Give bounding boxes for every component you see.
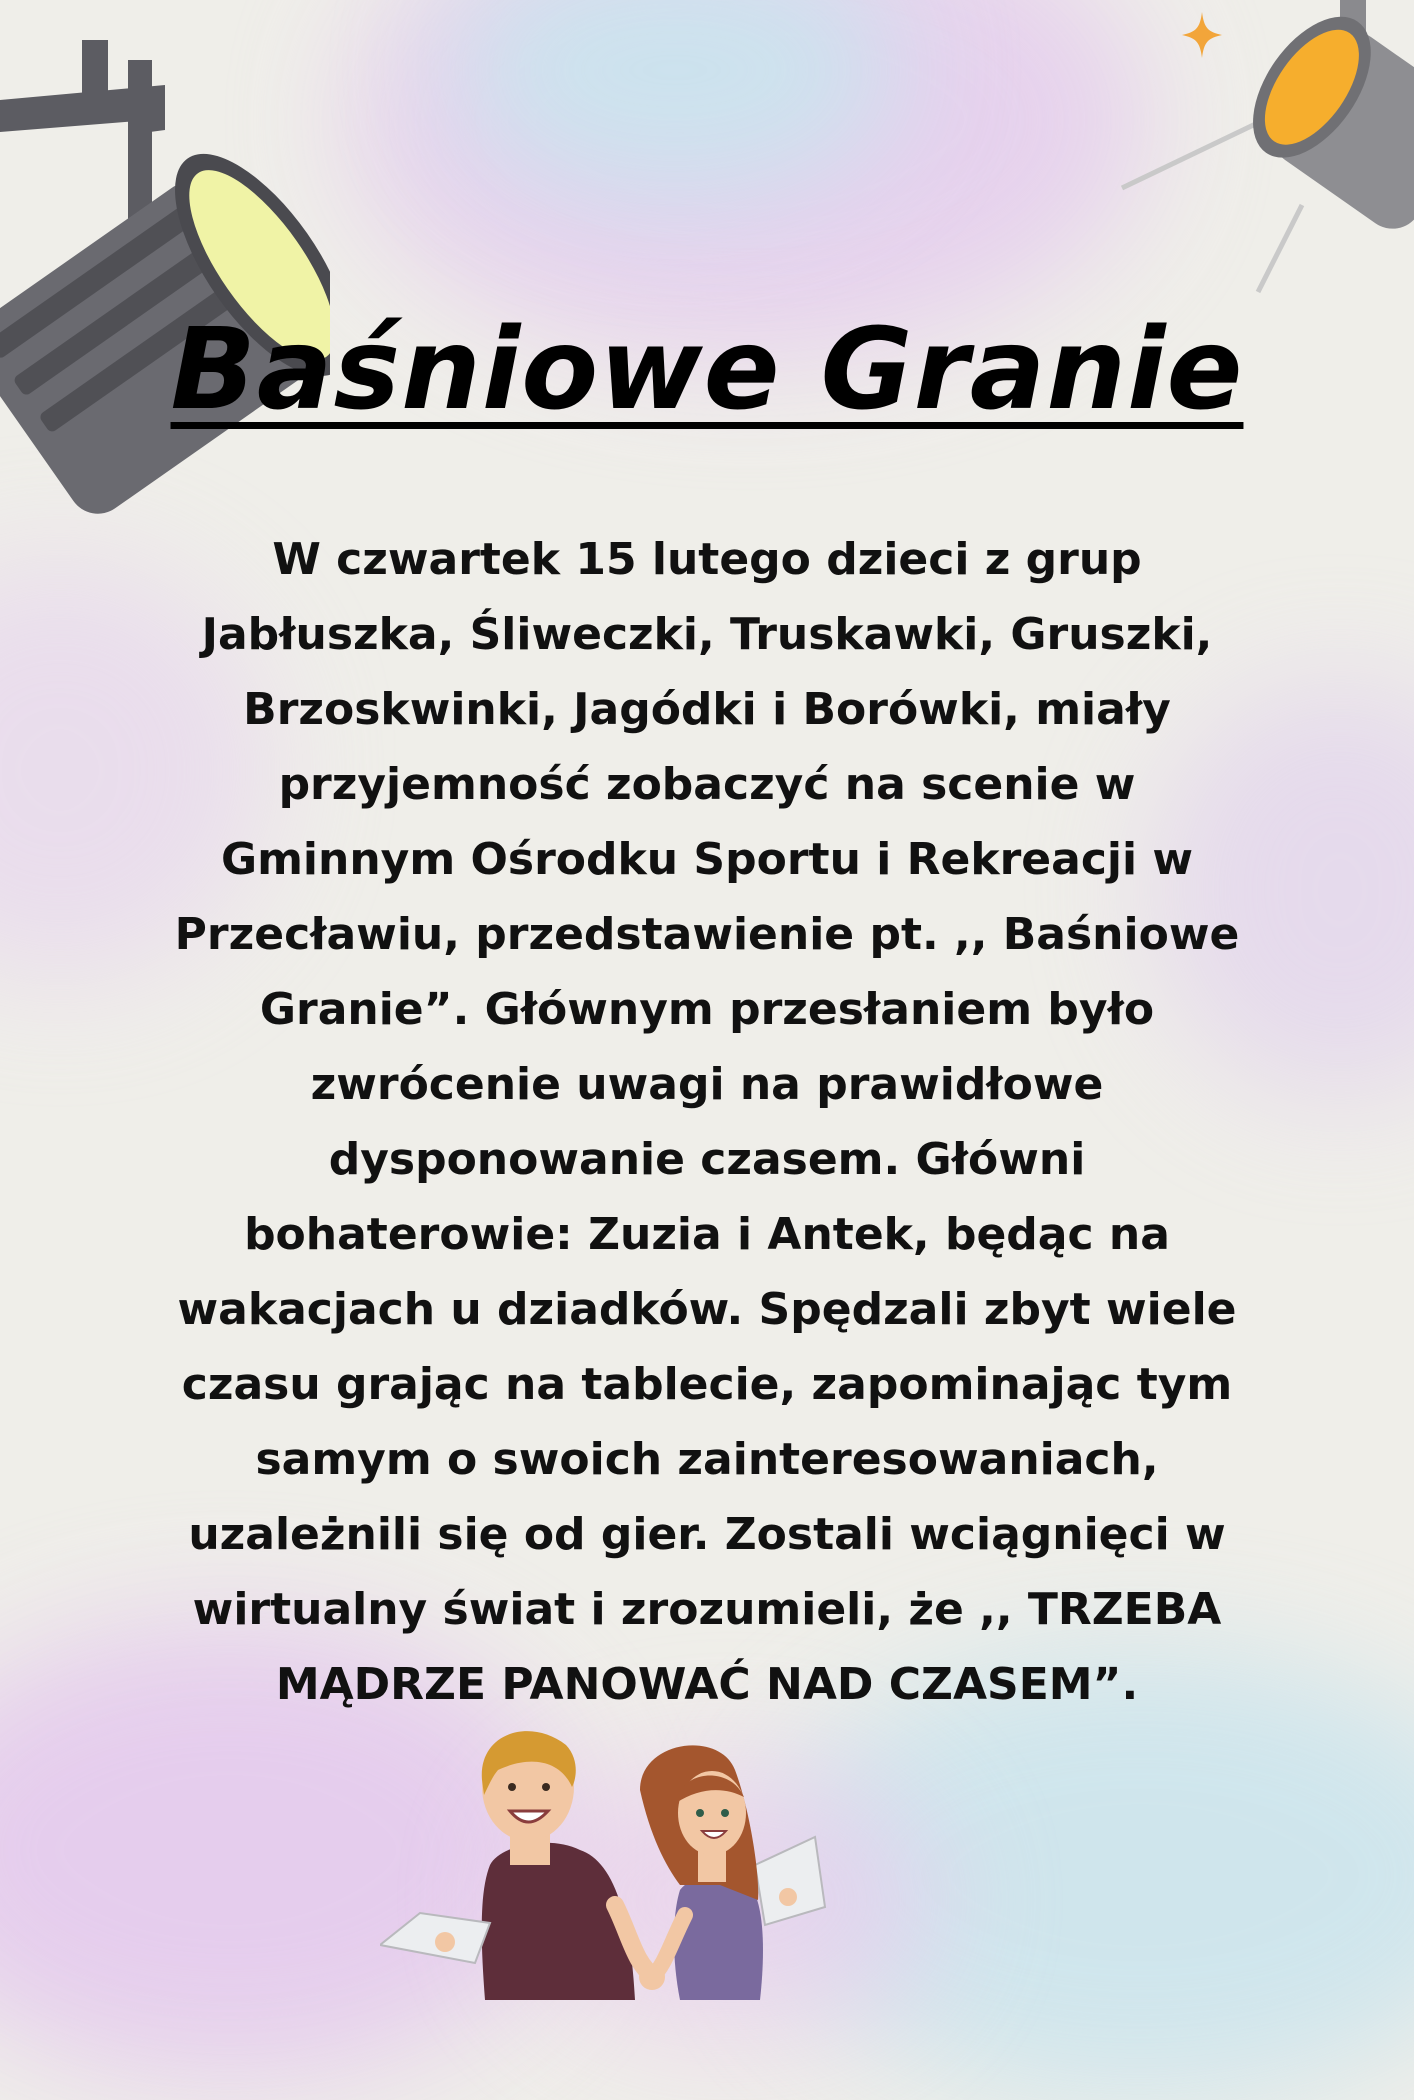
body-line: wakacjach u dziadków. Spędzali zbyt wiele — [177, 1284, 1237, 1335]
boy-and-girl-illustration — [380, 1725, 900, 2000]
sparkle-icon — [1180, 10, 1224, 60]
body-line: MĄDRZE PANOWAĆ NAD CZASEM”. — [275, 1659, 1139, 1710]
body-line: dysponowanie czasem. Główni — [328, 1134, 1086, 1185]
right-spotlight-icon — [1110, 0, 1414, 310]
body-line: uzależnili się od gier. Zostali wciągnięci w — [188, 1509, 1226, 1560]
left-spotlight-icon — [0, 0, 330, 520]
body-line: Brzoskwinki, Jagódki i Borówki, miały — [243, 684, 1171, 735]
body-line: Jabłuszka, Śliweczki, Truskawki, Gruszki, — [201, 609, 1213, 660]
body-line: czasu grając na tablecie, zapominając tym — [181, 1359, 1233, 1410]
body-line: bohaterowie: Zuzia i Antek, będąc na — [244, 1209, 1170, 1260]
body-line: przyjemność zobaczyć na scenie w — [278, 759, 1136, 810]
page-title: Baśniowe Granie — [170, 305, 1244, 435]
body-line: W czwartek 15 lutego dzieci z grup — [272, 534, 1142, 585]
body-line: wirtualny świat i zrozumieli, że ,, TRZEBA — [192, 1584, 1222, 1635]
body-line: Gminnym Ośrodku Sportu i Rekreacji w — [220, 834, 1194, 885]
body-line: Przecławiu, przedstawienie pt. ,, Baśniowe — [174, 909, 1240, 960]
body-line: samym o swoich zainteresowaniach, — [255, 1434, 1159, 1485]
body-line: zwrócenie uwagi na prawidłowe — [310, 1059, 1104, 1110]
body-line: Granie”. Głównym przesłaniem było — [259, 984, 1155, 1035]
article-body — [155, 522, 1259, 1722]
